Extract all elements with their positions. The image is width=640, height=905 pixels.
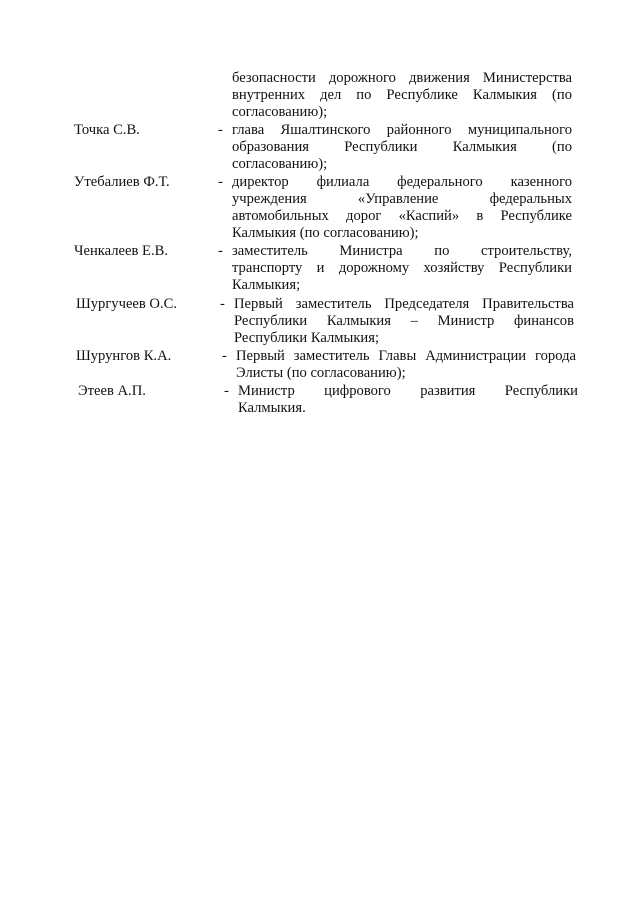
entry-1-line-2: образования Республики Калмыкия (по xyxy=(232,139,572,155)
entry-2-line-2: учреждения «Управление федеральных xyxy=(232,191,572,207)
entry-0-line-2: внутренних дел по Республике Калмыкия (по xyxy=(232,87,572,103)
entry-2-line-4: Калмыкия (по согласованию); xyxy=(232,225,419,241)
entry-6-dash: - xyxy=(224,383,229,399)
entry-2-dash: - xyxy=(218,174,223,190)
entry-1-dash: - xyxy=(218,122,223,138)
entry-3-line-1: заместитель Министра по строительству, xyxy=(232,243,572,259)
entry-5-name: Шурунгов К.А. xyxy=(76,348,172,364)
entry-0-line-3: согласованию); xyxy=(232,104,328,120)
entry-1-name: Точка С.В. xyxy=(74,122,140,138)
entry-6-line-1: Министр цифрового развития Республики xyxy=(238,383,578,399)
entry-3-name: Ченкалеев Е.В. xyxy=(74,243,168,259)
entry-6-line-2: Калмыкия. xyxy=(238,400,306,416)
entry-0-line-1: безопасности дорожного движения Министерства xyxy=(232,70,572,86)
entry-4-name: Шургучеев О.С. xyxy=(76,296,178,312)
entry-4-line-1: Первый заместитель Председателя Правительства xyxy=(234,296,574,312)
entry-5-description xyxy=(236,348,576,382)
entry-3-dash: - xyxy=(218,243,223,259)
entry-3-line-2: транспорту и дорожному хозяйству Республики xyxy=(232,260,572,276)
entry-4-line-3: Республики Калмыкия; xyxy=(234,330,379,346)
entry-5-dash: - xyxy=(222,348,227,364)
entry-6-name: Этеев А.П. xyxy=(78,383,146,399)
entry-5-line-1: Первый заместитель Главы Администрации города xyxy=(236,348,576,364)
entry-2-description xyxy=(232,174,572,242)
entry-3-line-3: Калмыкия; xyxy=(232,277,301,293)
entry-6-description xyxy=(238,383,578,417)
entry-0-description xyxy=(232,70,572,121)
entry-2-line-3: автомобильных дорог «Каспий» в Республике xyxy=(232,208,572,224)
entry-2-name: Утебалиев Ф.Т. xyxy=(74,174,170,190)
entry-1-line-3: согласованию); xyxy=(232,156,328,172)
entry-1-line-1: глава Яшалтинского районного муниципального xyxy=(232,122,572,138)
entry-3-description xyxy=(232,243,572,294)
entry-4-line-2: Республики Калмыкия – Министр финансов xyxy=(234,313,574,329)
entry-4-description xyxy=(234,296,574,347)
entry-1-description xyxy=(232,122,572,173)
entry-4-dash: - xyxy=(220,296,225,312)
entry-2-line-1: директор филиала федерального казенного xyxy=(232,174,572,190)
entry-5-line-2: Элисты (по согласованию); xyxy=(236,365,406,381)
